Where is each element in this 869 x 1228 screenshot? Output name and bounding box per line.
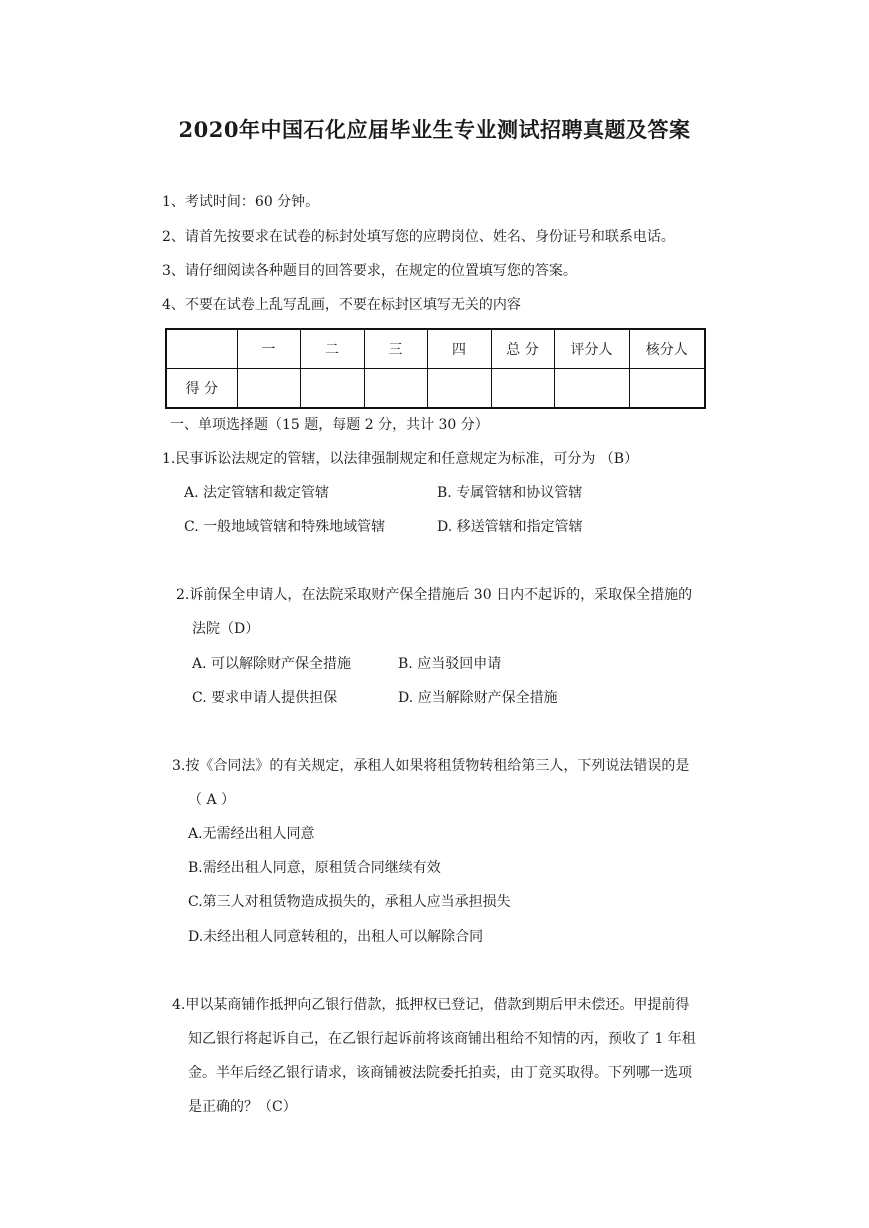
instruction-4: 4、不要在试卷上乱写乱画，不要在标封区填写无关的内容 (162, 297, 521, 313)
score-table-header-cell: 总 分 (491, 329, 554, 369)
question-1-option-d: D. 移送管辖和指定管辖 (437, 519, 583, 535)
instruction-1: 1、考试时间：60 分钟。 (162, 194, 320, 210)
score-table-header-row (166, 329, 705, 369)
question-2-stem-line-2: 法院（D） (192, 621, 260, 637)
score-cell[interactable] (237, 369, 300, 409)
question-1-option-a: A. 法定管辖和裁定管辖 (184, 485, 330, 501)
question-3-option-c: C.第三人对租赁物造成损失的，承租人应当承担损失 (188, 894, 511, 910)
score-table (165, 328, 706, 409)
score-cell[interactable] (364, 369, 427, 409)
score-table-header-cell (166, 329, 237, 369)
score-table-score-row (166, 369, 705, 409)
question-2-option-c: C. 要求申请人提供担保 (192, 690, 338, 706)
score-cell[interactable] (491, 369, 554, 409)
question-3-stem-line-2: （ A ） (188, 792, 236, 808)
score-cell[interactable] (629, 369, 705, 409)
page-title: 2020年中国石化应届毕业生专业测试招聘真题及答案 (178, 117, 691, 142)
score-table-header-cell: 核分人 (629, 329, 705, 369)
question-3-option-a: A.无需经出租人同意 (188, 826, 315, 842)
question-2-option-b: B. 应当驳回申请 (398, 656, 502, 672)
score-cell[interactable] (427, 369, 491, 409)
question-4-stem-line-4: 是正确的？（C） (188, 1099, 297, 1115)
question-4-stem-line-3: 金。半年后经乙银行请求，该商铺被法院委托拍卖，由丁竞买取得。下列哪一选项 (188, 1065, 692, 1081)
question-2-stem-line-1: 2.诉前保全申请人，在法院采取财产保全措施后 30 日内不起诉的，采取保全措施的 (176, 587, 693, 603)
question-3-stem-line-1: 3.按《合同法》的有关规定，承租人如果将租赁物转租给第三人，下列说法错误的是 (172, 758, 690, 774)
question-1-option-c: C. 一般地域管辖和特殊地域管辖 (184, 519, 386, 535)
score-table-header-cell: 三 (364, 329, 427, 369)
question-2-option-d: D. 应当解除财产保全措施 (398, 690, 558, 706)
question-3-option-d: D.未经出租人同意转租的，出租人可以解除合同 (188, 929, 484, 945)
question-1-stem: 1.民事诉讼法规定的管辖，以法律强制规定和任意规定为标准，可分为 （B） (162, 451, 639, 467)
question-4-stem-line-1: 4.甲以某商铺作抵押向乙银行借款，抵押权已登记，借款到期后甲未偿还。甲提前得 (172, 997, 690, 1013)
score-table-header-cell: 四 (427, 329, 491, 369)
question-4-stem-line-2: 知乙银行将起诉自己，在乙银行起诉前将该商铺出租给不知情的丙，预收了 1 年租 (188, 1031, 696, 1047)
score-table-header-cell: 评分人 (554, 329, 629, 369)
score-row-label: 得 分 (166, 369, 237, 409)
score-table-header-cell: 一 (237, 329, 300, 369)
question-1-option-b: B. 专属管辖和协议管辖 (437, 485, 583, 501)
score-cell[interactable] (300, 369, 364, 409)
instruction-3: 3、请仔细阅读各种题目的回答要求，在规定的位置填写您的答案。 (162, 263, 577, 279)
score-cell[interactable] (554, 369, 629, 409)
score-table-header-cell: 二 (300, 329, 364, 369)
instruction-2: 2、请首先按要求在试卷的标封处填写您的应聘岗位、姓名、身份证号和联系电话。 (162, 229, 675, 245)
section-heading: 一、单项选择题（15 题，每题 2 分，共计 30 分） (170, 417, 489, 433)
question-2-option-a: A. 可以解除财产保全措施 (192, 656, 352, 672)
question-3-option-b: B.需经出租人同意，原租赁合同继续有效 (188, 860, 441, 876)
